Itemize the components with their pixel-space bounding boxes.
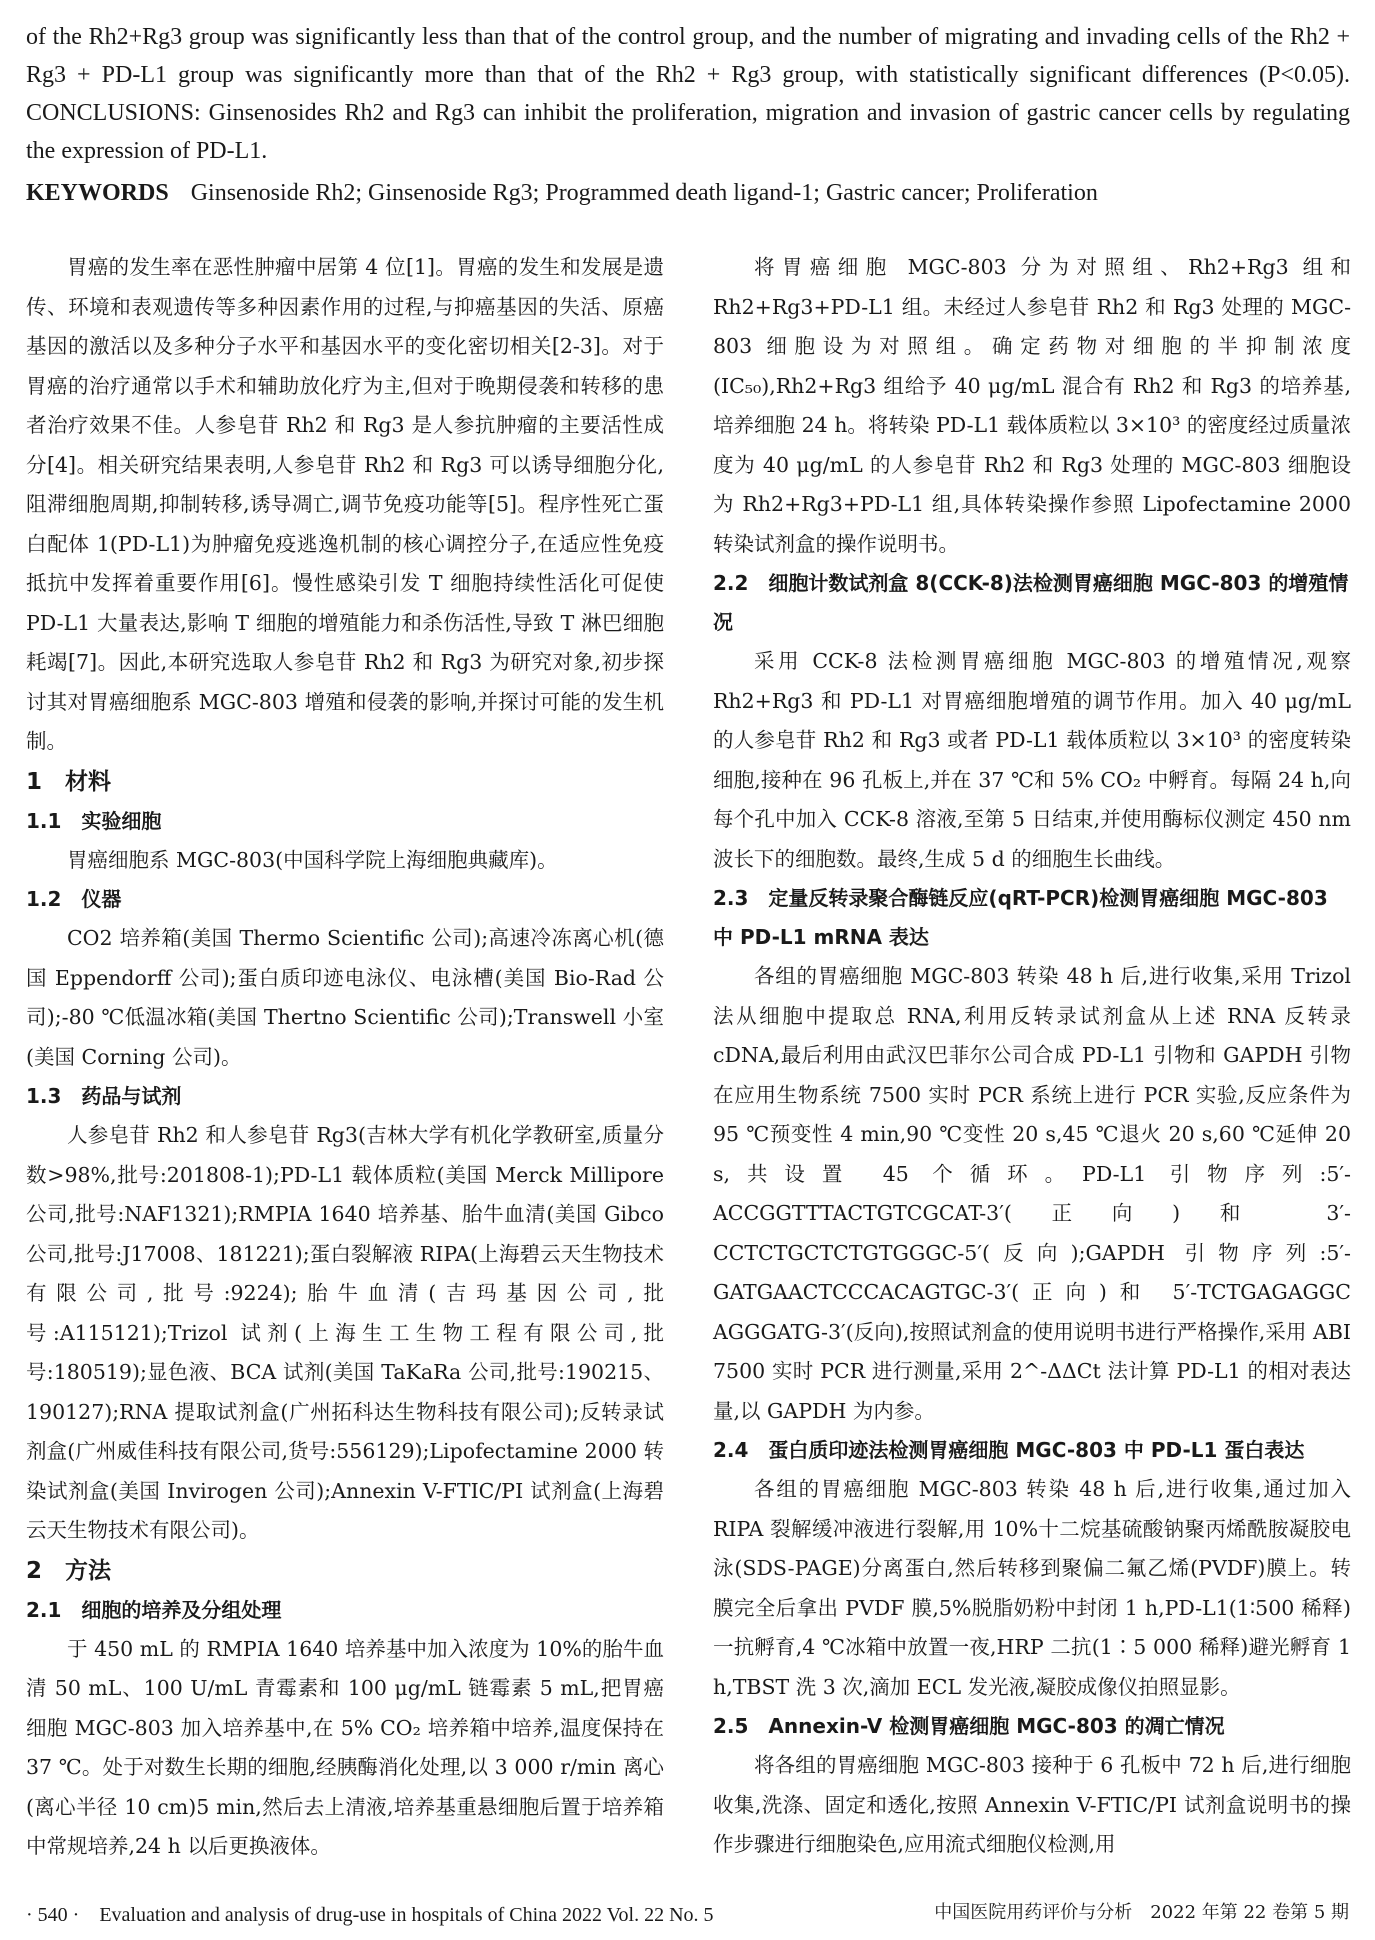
intro-paragraph: 胃癌的发生率在恶性肿瘤中居第 4 位[1]。胃癌的发生和发展是遗传、环境和表观遗传等多种因素作用的过程,与抑癌基因的失活、原癌基因的激活以及多种分子水平和基因水平的变化密切相关[2-3]。对于胃癌的治疗通常以手术和辅助放化疗为主,但对于晚期侵袭和转移的患者治疗效果不佳。人参皂苷 Rh2 和 Rg3 是人参抗肿瘤的主要活性成分[4]。相关研究结果表明,人参皂苷 Rh2 和 Rg3 可以诱导细胞分化,阻滞细胞周期,抑制转移,诱导凋亡,调节免疫功能等[5]。程序性死亡蛋白配体 1(PD-L1)为肿瘤免疫逃逸机制的核心调控分子,在适应性免疫抵抗中发挥着重要作用[6]。慢性感染引发 T 细胞持续性活化可促使 PD-L1 大量表达,影响 T 细胞的增殖能力和杀伤活性,导致 T 淋巴细胞耗竭[7]。因此,本研究选取人参皂苷 Rh2 和 Rg3 为研究对象,初步探讨其对胃癌细胞系 MGC-803 增殖和侵袭的影响,并探讨可能的发生机制。 bbox=[26, 255, 664, 753]
paragraph: 胃癌细胞系 MGC-803(中国科学院上海细胞典藏库)。 bbox=[67, 847, 558, 872]
paragraph: 于 450 mL 的 RMPIA 1640 培养基中加入浓度为 10%的胎牛血清 50 mL、100 U/mL 青霉素和 100 μg/mL 链霉素 5 mL,把胃癌细胞 MGC-803 加入培养基中,在 5% CO₂ 培养箱中培养,温度保持在 37 ℃。处于对数生长期的细胞,经胰酶消化处理,以 3 000 r/min 离心(离心半径 10 cm)5 min,然后去上清液,培养基重悬细胞后置于培养箱中常规培养,24 h 以后更换液体。 bbox=[26, 1636, 664, 1858]
paragraph: 人参皂苷 Rh2 和人参皂苷 Rg3(吉林大学有机化学教研室,质量分数>98%,批号:201808-1);PD-L1 载体质粒(美国 Merck Millipore 公司,批号:NAF1321);RMPIA 1640 培养基、胎牛血清(美国 Gibco 公司,批号:J17008、181221);蛋白裂解液 RIPA(上海碧云天生物技术有限公司,批号:9224);胎牛血清(吉玛基因公司,批号:A115121);Trizol 试剂(上海生工生物工程有限公司,批号:180519);显色液、BCA 试剂(美国 TaKaRa 公司,批号:190215、190127);RNA 提取试剂盒(广州拓科达生物科技有限公司);反转录试剂盒(广州威佳科技有限公司,货号:556129);Lipofectamine 2000 转染试剂盒(美国 Invirogen 公司);Annexin V-FTIC/PI 试剂盒(上海碧云天生物技术有限公司)。 bbox=[26, 1123, 664, 1542]
subsection-heading: 1.1 实验细胞 bbox=[26, 808, 162, 833]
subsection-heading: 1.2 仪器 bbox=[26, 887, 122, 911]
keywords bbox=[26, 175, 1350, 211]
section-heading-materials: 1 材料 bbox=[26, 768, 112, 795]
paragraph: 各组的胃癌细胞 MGC-803 转染 48 h 后,进行收集,采用 Trizol 法从细胞中提取总 RNA,利用反转录试剂盒从上述 RNA 反转录 cDNA,最后利用由武汉巴菲尔公司合成 PD-L1 引物和 GAPDH 引物在应用生物系统 7500 实时 PCR 系统上进行 PCR 实验,反应条件为 95 ℃预变性 4 min,90 ℃变性 20 s,45 ℃退火 20 s,60 ℃延伸 20 s,共设置 45 个循环。PD-L1 引物序列:5′-ACCGGTTTACTGTCGCAT-3′(正向)和 3′-CCTCTGCTCTGTGGGC-5′(反向);GAPDH 引物序列:5′-GATGAACTCCCACAGTGC-3′(正向)和 5′-TCTGAGAGGC AGGGATG-3′(反向),按照试剂盒的使用说明书进行严格操作,采用 ABI 7500 实时 PCR 进行测量,采用 2^-ΔΔCt 法计算 PD-L1 的相对表达量,以 GAPDH 为内参。 bbox=[713, 964, 1351, 1423]
subsection-heading: 2.2 细胞计数试剂盒 8(CCK-8)法检测胃癌细胞 MGC-803 的增殖情况 bbox=[713, 571, 1349, 634]
paragraph: 将胃癌细胞 MGC-803 分为对照组、Rh2+Rg3 组和 Rh2+Rg3+PD-L1 组。未经过人参皂苷 Rh2 和 Rg3 处理的 MGC-803 细胞设为对照组。确定药物对细胞的半抑制浓度(IC₅₀),Rh2+Rg3 组给予 40 μg/mL 混合有 Rh2 和 Rg3 的培养基,培养细胞 24 h。将转染 PD-L1 载体质粒以 3×10³ 的密度经过质量浓度为 40 μg/mL 的人参皂苷 Rh2 和 Rg3 处理的 MGC-803 细胞设为 Rh2+Rg3+PD-L1 组,具体转染操作参照 Lipofectamine 2000 转染试剂盒的操作说明书。 bbox=[713, 255, 1351, 556]
keywords-text: Ginsenoside Rh2; Ginsenoside Rg3; Programmed death ligand-1; Gastric cancer; Proliferation bbox=[190, 180, 1098, 206]
subsection-heading: 2.4 蛋白质印迹法检测胃癌细胞 MGC-803 中 PD-L1 蛋白表达 bbox=[713, 1438, 1305, 1462]
paragraph: 将各组的胃癌细胞 MGC-803 接种于 6 孔板中 72 h 后,进行细胞收集,洗涤、固定和透化,按照 Annexin V-FTIC/PI 试剂盒说明书的操作步骤进行细胞染色,应用流式细胞仪检测,用 bbox=[713, 1753, 1351, 1856]
subsection-heading: 1.3 药品与试剂 bbox=[26, 1084, 182, 1108]
abstract-text: of the Rh2+Rg3 group was significantly less than that of the control group, and the number of migrating and invading cells of the Rh2 + Rg3 + PD-L1 group was significantly more than that of the Rh2 + Rg3 group, with statistically significant differences (P<0.05). CONCLUSIONS: Ginsenosides Rh2 and Rg3 can inhibit the proliferation, migration and invasion of gastric cancer cells by regulating the expression of PD-L1. bbox=[26, 24, 1350, 164]
subsection-heading: 2.3 定量反转录聚合酶链反应(qRT-PCR)检测胃癌细胞 MGC-803 中 PD-L1 mRNA 表达 bbox=[713, 886, 1328, 949]
footer-journal-cn: 中国医院用药评价与分析 2022 年第 22 卷第 5 期 bbox=[934, 1902, 1349, 1923]
paragraph: 各组的胃癌细胞 MGC-803 转染 48 h 后,进行收集,通过加入 RIPA 裂解缓冲液进行裂解,用 10%十二烷基硫酸钠聚丙烯酰胺凝胶电泳(SDS-PAGE)分离蛋白,然后转移到聚偏二氟乙烯(PVDF)膜上。转膜完全后拿出 PVDF 膜,5%脱脂奶粉中封闭 1 h,PD-L1(1∶500 稀释)一抗孵育,4 ℃冰箱中放置一夜,HRP 二抗(1∶5 000 稀释)避光孵育 1 h,TBST 洗 3 次,滴加 ECL 发光液,凝胶成像仪拍照显影。 bbox=[713, 1477, 1351, 1699]
subsection-heading: 2.1 细胞的培养及分组处理 bbox=[26, 1597, 282, 1622]
keywords-label: KEYWORDS bbox=[26, 180, 169, 206]
footer-journal-en: · 540 · Evaluation and analysis of drug-use in hospitals of China 2022 Vol. 22 No. 5 bbox=[26, 1904, 714, 1926]
left-column bbox=[26, 248, 664, 1867]
subsection-heading: 2.5 Annexin-V 检测胃癌细胞 MGC-803 的凋亡情况 bbox=[713, 1714, 1225, 1738]
section-heading-methods: 2 方法 bbox=[26, 1557, 112, 1584]
right-column bbox=[713, 248, 1351, 1865]
paragraph: CO2 培养箱(美国 Thermo Scientific 公司);高速冷冻离心机(德国 Eppendorff 公司);蛋白质印迹电泳仪、电泳槽(美国 Bio-Rad 公司);-80 ℃低温冰箱(美国 Thertno Scientific 公司);Transwell 小室(美国 Corning 公司)。 bbox=[26, 926, 664, 1069]
english-abstract bbox=[26, 18, 1350, 170]
paragraph: 采用 CCK-8 法检测胃癌细胞 MGC-803 的增殖情况,观察 Rh2+Rg3 和 PD-L1 对胃癌细胞增殖的调节作用。加入 40 μg/mL 的人参皂苷 Rh2 和 Rg3 或者 PD-L1 载体质粒以 3×10³ 的密度转染细胞,接种在 96 孔板上,并在 37 ℃和 5% CO₂ 中孵育。每隔 24 h,向每个孔中加入 CCK-8 溶液,至第 5 日结束,并使用酶标仪测定 450 nm 波长下的细胞数。最终,生成 5 d 的细胞生长曲线。 bbox=[713, 649, 1351, 871]
